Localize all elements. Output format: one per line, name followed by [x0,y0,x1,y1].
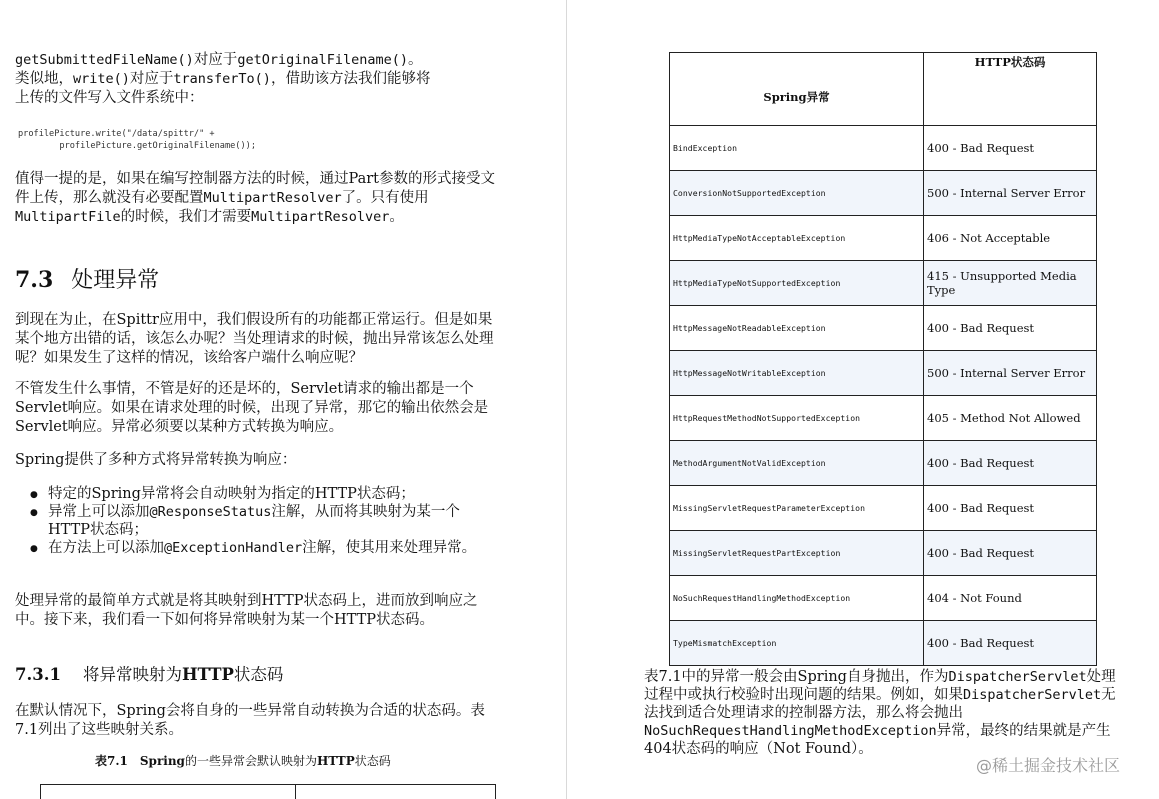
exception-name-cell: NoSuchRequestHandlingMethodException [670,576,924,621]
watermark: @稀土掘金技术社区 [976,756,1121,775]
exception-name-cell: ConversionNotSupportedException [670,171,924,216]
status-code-cell: 400 - Bad Request [924,126,1097,171]
paragraph-servlet-response: 不管发生什么事情，不管是好的还是坏的，Servlet请求的输出都是一个Servlet响应。如果在请求处理的时候，出现了异常，那它的输出依然会是Servlet响应。异常必须要以某种方式转换为响应。 [15,381,489,435]
status-code-cell: 415 - Unsupported Media Type [924,261,1097,306]
section-title: 处理异常 [71,268,160,293]
exception-name-cell: HttpMediaTypeNotAcceptableException [670,216,924,261]
table-body [670,126,1097,666]
table-row [670,171,1097,216]
section-number: 7.3 [15,267,54,293]
status-code-cell: 400 - Bad Request [924,531,1097,576]
paragraph-spring-ways: Spring提供了多种方式将异常转换为响应： [15,452,297,468]
exception-name-cell: MethodArgumentNotValidException [670,441,924,486]
exception-name-cell: HttpMessageNotWritableException [670,351,924,396]
exception-name-cell: HttpMessageNotReadableException [670,306,924,351]
exception-name-cell: TypeMismatchException [670,621,924,666]
inline-code: @ExceptionHandler [164,540,303,556]
status-code-cell: 400 - Bad Request [924,486,1097,531]
inline-code: write() [73,71,130,87]
multipart-paragraph: 值得一提的是，如果在编写控制器方法的时候，通过Part参数的形式接受文件上传，那么就没有必要配置MultipartResolver了。只有使用MultipartFile的时候，我们才需要MultipartResolver。 [15,171,496,225]
table-row [670,486,1097,531]
column-header-status: HTTP状态码 [924,53,1097,126]
status-code-cell: 400 - Bad Request [924,621,1097,666]
exception-name-cell: BindException [670,126,924,171]
exceptions-explanation-paragraph: 表7.1中的异常一般会由Spring自身抛出，作为DispatcherServlet处理过程中或执行校验时出现问题的结果。例如，如果DispatcherServlet无法找到适合处理请求的控制器方法，那么将会抛出NoSuchRequestHandlingMethodException异常，最终的结果就是产生404状态码的响应（Not Found）。 [644,669,1116,757]
list-item: ● 异常上可以添加@ResponseStatus注解，从而将其映射为某一个HTTP状态码； [30,503,498,539]
inline-code: MultipartResolver [251,209,390,225]
code-snippet: profilePicture.write("/data/spittr/" + profilePicture.getOriginalFilename()); [18,129,256,151]
inline-code: MultipartFile [15,209,121,225]
table-row [670,576,1097,621]
table-column-divider [295,785,296,799]
bullet-list [30,485,498,557]
intro-paragraph: getSubmittedFileName()对应于getOriginalFilename()。 类似地，write()对应于transferTo()，借助该方法我们能够将 上传的文件写入文件系统中： [15,52,431,106]
status-code-cell: 400 - Bad Request [924,441,1097,486]
list-item: ● 特定的Spring异常将会自动映射为指定的HTTP状态码； [30,485,498,503]
status-code-cell: 500 - Internal Server Error [924,171,1097,216]
list-item: ● 在方法上可以添加@ExceptionHandler注解，使其用来处理异常。 [30,539,498,557]
status-code-cell: 405 - Method Not Allowed [924,396,1097,441]
section-heading [15,266,159,295]
table-row [670,306,1097,351]
inline-code: getSubmittedFileName() [15,52,194,68]
exception-name-cell: HttpMediaTypeNotSupportedException [670,261,924,306]
subsection-number: 7.3.1 [15,665,61,684]
inline-code: DispatcherServlet [963,687,1102,703]
exception-name-cell: MissingServletRequestParameterException [670,486,924,531]
table-row [670,351,1097,396]
right-page [568,0,1159,799]
status-code-cell: 500 - Internal Server Error [924,351,1097,396]
left-page [0,0,566,799]
status-code-cell: 400 - Bad Request [924,306,1097,351]
table-row [670,261,1097,306]
inline-code: NoSuchRequestHandlingMethodException [644,723,937,739]
table-caption: 表7.1 Spring的一些异常会默认映射为HTTP状态码 [95,754,391,768]
table-row [670,126,1097,171]
table-row [670,531,1097,576]
exception-status-table [669,52,1097,666]
inline-code: DispatcherServlet [948,669,1087,685]
inline-code: @ResponseStatus [149,504,272,520]
inline-code: transferTo() [173,71,271,87]
table-row [670,216,1097,261]
inline-code: MultipartResolver [203,190,342,206]
column-header-exception: Spring异常 [670,53,924,126]
status-code-cell: 406 - Not Acceptable [924,216,1097,261]
paragraph-intro-exceptions: 到现在为止，在Spittr应用中，我们假设所有的功能都正常运行。但是如果某个地方出错的话，该怎么办呢？当处理请求的时候，抛出异常该怎么处理呢？如果发生了这样的情况，该给客户端什么响应呢？ [15,312,494,366]
page-divider [566,0,567,799]
table-row [670,396,1097,441]
table-header-row [670,53,1097,126]
status-code-cell: 404 - Not Found [924,576,1097,621]
paragraph-default-mapping: 在默认情况下，Spring会将自身的一些异常自动转换为合适的状态码。表7.1列出了这些映射关系。 [15,703,485,738]
exception-name-cell: HttpRequestMethodNotSupportedException [670,396,924,441]
table-row [670,441,1097,486]
table-row [670,621,1097,666]
paragraph-simplest-way: 处理异常的最简单方式就是将其映射到HTTP状态码上，进而放到响应之中。接下来，我们看一下如何将异常映射为某一个HTTP状态码。 [15,593,478,628]
exception-name-cell: MissingServletRequestPartException [670,531,924,576]
inline-code: getOriginalFilename() [237,52,408,68]
subsection-heading: 7.3.1 将异常映射为HTTP状态码 [15,665,284,684]
table-top-edge [40,784,496,799]
